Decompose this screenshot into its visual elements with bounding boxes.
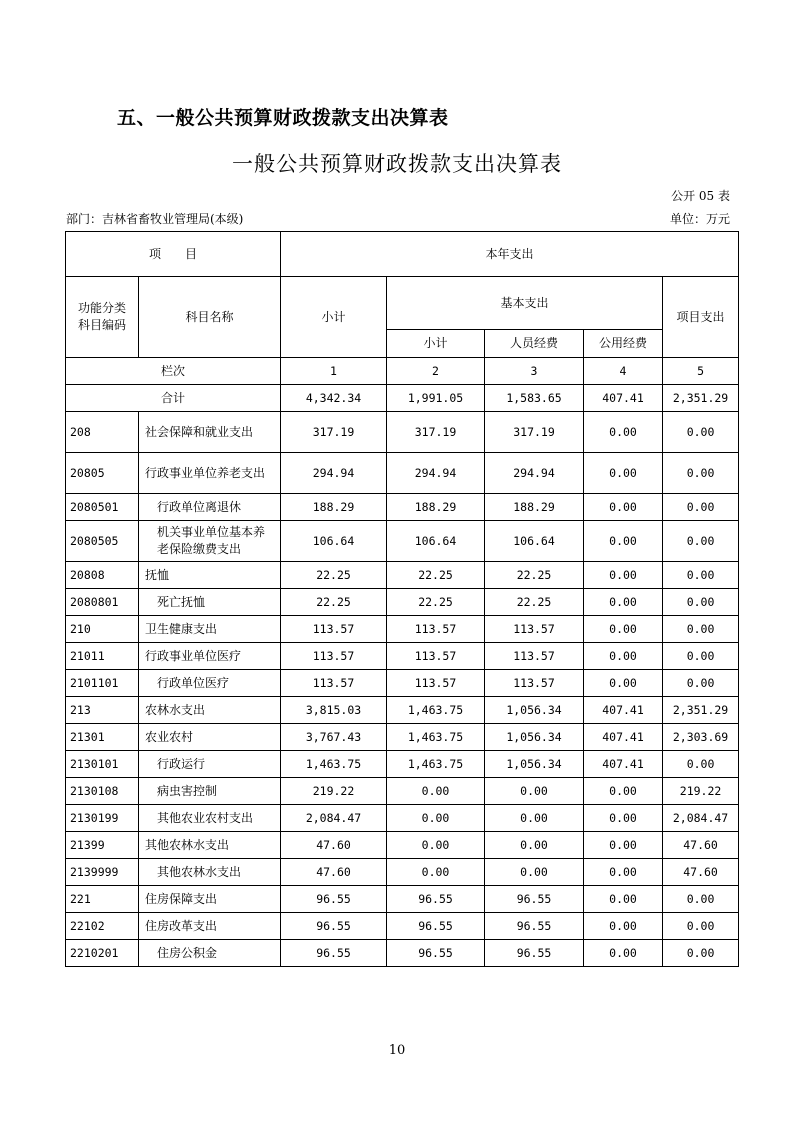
col-no: 3 — [485, 358, 584, 385]
col-no: 5 — [663, 358, 739, 385]
amount-cell: 0.00 — [584, 805, 663, 832]
amount-cell: 22.25 — [387, 562, 485, 589]
subject-name: 行政事业单位养老支出 — [139, 453, 281, 494]
header-subtotal: 小计 — [281, 277, 387, 358]
subject-code: 221 — [66, 886, 139, 913]
total-value: 1,583.65 — [485, 385, 584, 412]
subject-code: 21301 — [66, 724, 139, 751]
amount-cell: 0.00 — [387, 805, 485, 832]
subject-code: 2210201 — [66, 940, 139, 967]
amount-cell: 0.00 — [663, 453, 739, 494]
amount-cell: 113.57 — [387, 616, 485, 643]
amount-cell: 22.25 — [485, 589, 584, 616]
amount-cell: 22.25 — [387, 589, 485, 616]
subject-name: 住房保障支出 — [139, 886, 281, 913]
subject-code: 2139999 — [66, 859, 139, 886]
subject-code: 2130101 — [66, 751, 139, 778]
table-row — [66, 589, 739, 616]
subject-code: 2080501 — [66, 494, 139, 521]
amount-cell: 0.00 — [584, 643, 663, 670]
table-row — [66, 697, 739, 724]
amount-cell: 1,463.75 — [281, 751, 387, 778]
amount-cell: 0.00 — [663, 521, 739, 562]
amount-cell: 0.00 — [663, 589, 739, 616]
amount-cell: 0.00 — [663, 913, 739, 940]
amount-cell: 0.00 — [663, 562, 739, 589]
amount-cell: 1,463.75 — [387, 697, 485, 724]
col-no: 2 — [387, 358, 485, 385]
header-subject-name: 科目名称 — [139, 277, 281, 358]
subject-code: 210 — [66, 616, 139, 643]
subject-name: 行政运行 — [139, 751, 281, 778]
amount-cell: 0.00 — [663, 643, 739, 670]
amount-cell: 22.25 — [281, 589, 387, 616]
amount-cell: 1,056.34 — [485, 751, 584, 778]
amount-cell: 219.22 — [281, 778, 387, 805]
amount-cell: 106.64 — [387, 521, 485, 562]
amount-cell: 188.29 — [387, 494, 485, 521]
amount-cell: 0.00 — [663, 494, 739, 521]
table-row — [66, 494, 739, 521]
amount-cell: 0.00 — [663, 751, 739, 778]
subject-code: 20805 — [66, 453, 139, 494]
subject-name: 其他农林水支出 — [139, 859, 281, 886]
table-row — [66, 412, 739, 453]
amount-cell: 0.00 — [663, 940, 739, 967]
subject-code: 208 — [66, 412, 139, 453]
amount-cell: 47.60 — [281, 859, 387, 886]
form-number: 公开 05 表 — [671, 189, 730, 203]
amount-cell: 0.00 — [584, 562, 663, 589]
amount-cell: 96.55 — [281, 886, 387, 913]
amount-cell: 22.25 — [281, 562, 387, 589]
table-row — [66, 940, 739, 967]
amount-cell: 0.00 — [485, 859, 584, 886]
subject-code: 2130108 — [66, 778, 139, 805]
amount-cell: 0.00 — [387, 859, 485, 886]
col-no: 4 — [584, 358, 663, 385]
amount-cell: 113.57 — [387, 670, 485, 697]
col-no-label: 栏次 — [66, 358, 281, 385]
amount-cell: 96.55 — [485, 940, 584, 967]
section-title: 五、一般公共预算财政拨款支出决算表 — [117, 107, 449, 129]
total-label: 合计 — [66, 385, 281, 412]
subject-name: 其他农业农村支出 — [139, 805, 281, 832]
amount-cell: 317.19 — [387, 412, 485, 453]
expenditure-table — [65, 231, 739, 967]
table-row — [66, 521, 739, 562]
subject-name: 农业农村 — [139, 724, 281, 751]
subject-code: 21011 — [66, 643, 139, 670]
table-row — [66, 805, 739, 832]
header-func-code: 功能分类 科目编码 — [66, 277, 139, 358]
subject-code: 213 — [66, 697, 139, 724]
subject-name: 行政单位离退休 — [139, 494, 281, 521]
table-row — [66, 724, 739, 751]
amount-cell: 0.00 — [584, 494, 663, 521]
amount-cell: 1,463.75 — [387, 724, 485, 751]
header-current-year: 本年支出 — [281, 232, 739, 277]
total-value: 407.41 — [584, 385, 663, 412]
amount-cell: 294.94 — [281, 453, 387, 494]
amount-cell: 47.60 — [281, 832, 387, 859]
subject-name: 死亡抚恤 — [139, 589, 281, 616]
amount-cell: 96.55 — [387, 886, 485, 913]
amount-cell: 47.60 — [663, 832, 739, 859]
amount-cell: 0.00 — [584, 940, 663, 967]
amount-cell: 96.55 — [485, 913, 584, 940]
amount-cell: 96.55 — [281, 913, 387, 940]
page-number: 10 — [388, 1043, 406, 1058]
department-label: 部门：吉林省畜牧业管理局(本级) — [66, 212, 244, 226]
amount-cell: 96.55 — [485, 886, 584, 913]
amount-cell: 407.41 — [584, 751, 663, 778]
subject-name: 住房改革支出 — [139, 913, 281, 940]
amount-cell: 0.00 — [584, 913, 663, 940]
subject-code: 20808 — [66, 562, 139, 589]
amount-cell: 113.57 — [281, 670, 387, 697]
subject-name: 病虫害控制 — [139, 778, 281, 805]
amount-cell: 0.00 — [387, 832, 485, 859]
amount-cell: 3,815.03 — [281, 697, 387, 724]
amount-cell: 0.00 — [663, 670, 739, 697]
total-value: 4,342.34 — [281, 385, 387, 412]
subject-code: 2080801 — [66, 589, 139, 616]
subject-name: 住房公积金 — [139, 940, 281, 967]
amount-cell: 317.19 — [485, 412, 584, 453]
subject-code: 22102 — [66, 913, 139, 940]
amount-cell: 113.57 — [485, 670, 584, 697]
amount-cell: 96.55 — [387, 940, 485, 967]
amount-cell: 106.64 — [281, 521, 387, 562]
amount-cell: 113.57 — [281, 643, 387, 670]
header-basic-subtotal: 小计 — [387, 330, 485, 358]
table-row — [66, 616, 739, 643]
header-personnel: 人员经费 — [485, 330, 584, 358]
amount-cell: 188.29 — [281, 494, 387, 521]
amount-cell: 0.00 — [663, 616, 739, 643]
amount-cell: 96.55 — [387, 913, 485, 940]
subject-name: 其他农林水支出 — [139, 832, 281, 859]
amount-cell: 317.19 — [281, 412, 387, 453]
table-row — [66, 832, 739, 859]
amount-cell: 113.57 — [485, 643, 584, 670]
subject-name: 卫生健康支出 — [139, 616, 281, 643]
amount-cell: 0.00 — [485, 778, 584, 805]
subject-name: 机关事业单位基本养老保险缴费支出 — [139, 521, 281, 562]
amount-cell: 2,351.29 — [663, 697, 739, 724]
amount-cell: 294.94 — [387, 453, 485, 494]
amount-cell: 2,084.47 — [281, 805, 387, 832]
table-row — [66, 886, 739, 913]
amount-cell: 0.00 — [584, 832, 663, 859]
amount-cell: 113.57 — [281, 616, 387, 643]
amount-cell: 188.29 — [485, 494, 584, 521]
subject-name: 行政事业单位医疗 — [139, 643, 281, 670]
header-public: 公用经费 — [584, 330, 663, 358]
subject-code: 2130199 — [66, 805, 139, 832]
amount-cell: 0.00 — [584, 859, 663, 886]
header-project: 项目支出 — [663, 277, 739, 358]
table-title: 一般公共预算财政拨款支出决算表 — [232, 152, 562, 176]
table-row — [66, 453, 739, 494]
amount-cell: 0.00 — [584, 670, 663, 697]
subject-name: 社会保障和就业支出 — [139, 412, 281, 453]
total-value: 2,351.29 — [663, 385, 739, 412]
amount-cell: 294.94 — [485, 453, 584, 494]
amount-cell: 47.60 — [663, 859, 739, 886]
amount-cell: 0.00 — [584, 412, 663, 453]
col-no: 1 — [281, 358, 387, 385]
header-item: 项 目 — [66, 232, 281, 277]
amount-cell: 2,084.47 — [663, 805, 739, 832]
total-value: 1,991.05 — [387, 385, 485, 412]
table-row — [66, 913, 739, 940]
amount-cell: 0.00 — [584, 521, 663, 562]
subject-name: 行政单位医疗 — [139, 670, 281, 697]
amount-cell: 0.00 — [663, 412, 739, 453]
table-row — [66, 778, 739, 805]
subject-code: 2080505 — [66, 521, 139, 562]
amount-cell: 1,056.34 — [485, 697, 584, 724]
amount-cell: 2,303.69 — [663, 724, 739, 751]
amount-cell: 0.00 — [485, 832, 584, 859]
amount-cell: 3,767.43 — [281, 724, 387, 751]
unit-label: 单位：万元 — [669, 212, 730, 226]
amount-cell: 106.64 — [485, 521, 584, 562]
amount-cell: 0.00 — [387, 778, 485, 805]
amount-cell: 0.00 — [485, 805, 584, 832]
amount-cell: 0.00 — [584, 453, 663, 494]
subject-code: 21399 — [66, 832, 139, 859]
amount-cell: 1,056.34 — [485, 724, 584, 751]
amount-cell: 407.41 — [584, 724, 663, 751]
amount-cell: 96.55 — [281, 940, 387, 967]
table-row — [66, 562, 739, 589]
amount-cell: 0.00 — [584, 886, 663, 913]
amount-cell: 113.57 — [387, 643, 485, 670]
amount-cell: 0.00 — [584, 589, 663, 616]
amount-cell: 1,463.75 — [387, 751, 485, 778]
amount-cell: 0.00 — [584, 616, 663, 643]
amount-cell: 0.00 — [663, 886, 739, 913]
table-row — [66, 859, 739, 886]
table-row — [66, 751, 739, 778]
amount-cell: 0.00 — [584, 778, 663, 805]
table-row — [66, 643, 739, 670]
subject-code: 2101101 — [66, 670, 139, 697]
amount-cell: 219.22 — [663, 778, 739, 805]
subject-name: 抚恤 — [139, 562, 281, 589]
amount-cell: 113.57 — [485, 616, 584, 643]
amount-cell: 22.25 — [485, 562, 584, 589]
table-row — [66, 670, 739, 697]
subject-name: 农林水支出 — [139, 697, 281, 724]
amount-cell: 407.41 — [584, 697, 663, 724]
header-basic: 基本支出 — [387, 277, 663, 330]
